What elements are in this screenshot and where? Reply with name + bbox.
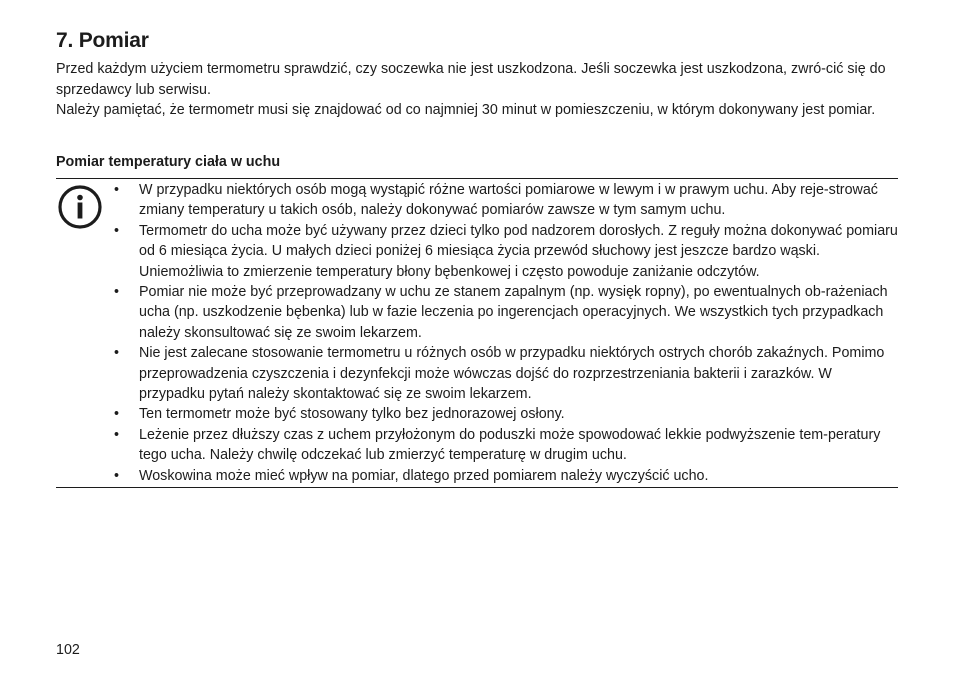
intro-paragraph: Przed każdym użyciem termometru sprawdzić, czy soczewka nie jest uszkodzona. Jeśli soczewka jest uszkodzona, zwró-cić się do sprzedawcy lub serwisu. [56, 61, 886, 98]
bullet: • [114, 284, 120, 301]
list-item-text: Pomiar nie może być przeprowadzany w uchu ze stanem zapalnym (np. wysięk ropny), po ewentualnych ob-rażeniach ucha (np. uszkodzenie bębenka) lub w fazie leczenia po ingerencjach operacyjnych. We wszystkich tych przypadkach należy skonsultować się ze swoim lekarzem. [139, 284, 888, 341]
list-item [112, 466, 898, 486]
list-item [112, 404, 898, 424]
bottom-divider [56, 487, 898, 488]
list-item [112, 180, 898, 221]
bullet: • [114, 182, 120, 198]
bullet: • [114, 345, 120, 362]
list-item-text: Woskowina może mieć wpływ na pomiar, dlatego przed pomiarem należy wyczyścić ucho. [139, 467, 709, 484]
intro-paragraph: Należy pamiętać, że termometr musi się znajdować od co najmniej 30 minut w pomieszczeniu, w którym dokonywany jest pomiar. [56, 102, 876, 118]
bullet: • [114, 406, 120, 423]
bullet: • [114, 222, 120, 239]
list-item-text: Nie jest zalecane stosowanie termometru u różnych osób w przypadku niektórych ostrych chorób zakaźnych. Pomimo przeprowadzenia czyszczenia i dezynfekcji może wówczas dojść do rozprzestrzeniania bakterii i zarazków. W przypadku pytań należy skontaktować się ze swoim lekarzem. [139, 345, 885, 403]
list-item-text: W przypadku niektórych osób mogą wystąpić różne wartości pomiarowe w lewym i w prawym uchu. Aby reje-strować zmiany temperatury u takich osób, należy dokonywać pomiarów zawsze w tym samym uchu. [139, 182, 878, 219]
list-item-text: Termometr do ucha może być używany przez dzieci tylko pod nadzorem dorosłych. Z reguły można dokonywać pomiaru od 6 miesiąca życia. U małych dzieci poniżej 6 miesiąca życia przewód słuchowy jest jeszcze bardzo wąski. Uniemożliwia to zmierzenie temperatury błony bębenkowej i często powoduje zaniżanie odczytów. [139, 222, 898, 280]
section-heading: Pomiar temperatury ciała w uchu [56, 154, 281, 170]
intro-text [56, 59, 898, 121]
top-divider [56, 178, 898, 179]
page-title: 7. Pomiar [56, 29, 149, 52]
bullet: • [114, 426, 120, 443]
page-number: 102 [56, 642, 80, 658]
info-icon [58, 185, 102, 229]
list-item [112, 343, 898, 404]
notes-list [112, 180, 898, 486]
list-item-text: Leżenie przez dłuższy czas z uchem przyłożonym do poduszki może spowodować lekkie podwyższenie tem-peratury tego ucha. Należy chwilę odczekać lub zmierzyć temperaturę w drugim uchu. [139, 426, 881, 464]
list-item [112, 425, 898, 466]
bullet: • [114, 467, 120, 484]
list-item [112, 282, 898, 343]
list-item-text: Ten termometr może być stosowany tylko bez jednorazowej osłony. [139, 406, 565, 423]
list-item [112, 221, 898, 282]
